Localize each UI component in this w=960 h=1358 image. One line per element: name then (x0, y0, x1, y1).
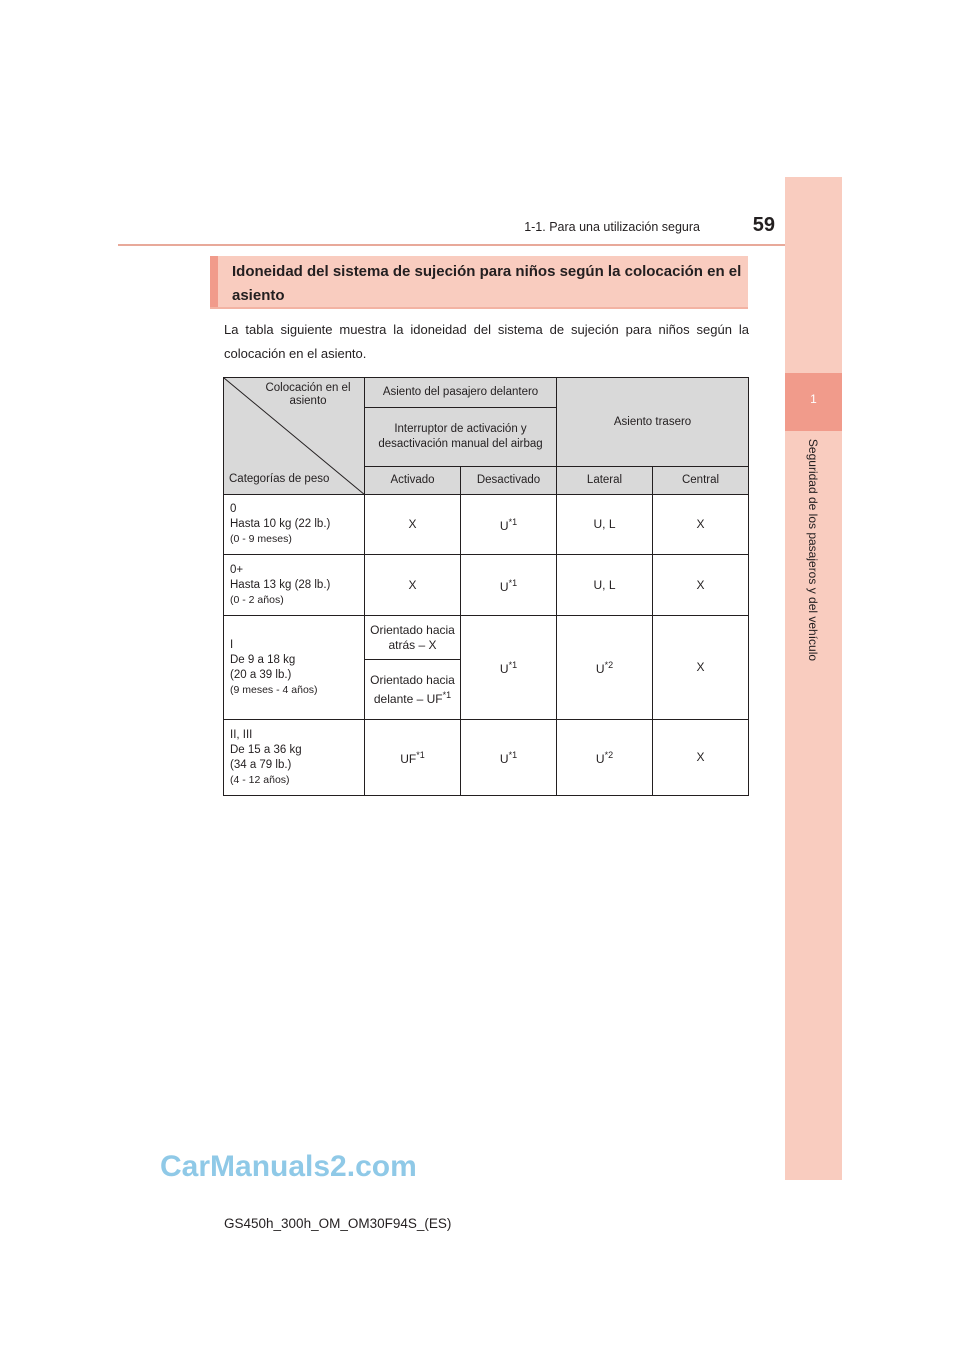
cell-lateral: $U^{*2}$ (557, 616, 653, 720)
table-row (224, 555, 749, 616)
chapter-number: 1 (810, 392, 817, 406)
cell-central: X (653, 555, 749, 616)
cell-central: X (653, 720, 749, 796)
weight-category-cell: 0 Hasta 10 kg (22 lb.) (0 - 9 meses) (224, 495, 365, 555)
weight-category-cell: 0+ Hasta 13 kg (28 lb.) (0 - 2 años) (224, 555, 365, 616)
weight-category-cell: I De 9 a 18 kg (20 a 39 lb.) (9 meses - 4 años) (224, 616, 365, 720)
cell-central: X (653, 616, 749, 720)
side-band (785, 177, 842, 1180)
corner-seat-position-label: Colocación en el asiento (265, 382, 351, 407)
cell-on: X (365, 555, 461, 616)
intro-paragraph: La tabla siguiente muestra la idoneidad del sistema de sujeción para niños según la colocación en el asiento. (224, 322, 749, 361)
column-lateral-header: Lateral (557, 467, 653, 495)
column-central-header: Central (653, 467, 749, 495)
rear-seat-header: Asiento trasero (557, 378, 749, 467)
table-row (224, 616, 749, 660)
header-rule (118, 244, 841, 246)
airbag-switch-header: Interruptor de activación y desactivación manual del airbag (365, 408, 557, 467)
page-number: 59 (752, 214, 775, 236)
table-row (224, 720, 749, 796)
footer-document-code: GS450h_300h_OM_OM30F94S_(ES) (224, 1216, 452, 1231)
suitability-table (223, 377, 749, 796)
column-off-header: Desactivado (461, 467, 557, 495)
chapter-side-label: Seguridad de los pasajeros y del vehículo (806, 438, 820, 662)
cell-off: $U^{*1}$ (461, 555, 557, 616)
front-seat-header: Asiento del pasajero delantero (365, 378, 557, 408)
corner-weight-category-label: Categorías de peso (229, 473, 330, 485)
cell-central: X (653, 495, 749, 555)
watermark: CarManuals2.com (160, 1150, 417, 1183)
cell-on: X (365, 495, 461, 555)
section-title: Idoneidad del sistema de sujeción para niños según la colocación en el asiento (232, 263, 742, 304)
cell-on-rear-facing: Orientado hacia atrás – X (365, 616, 461, 660)
cell-off: $U^{*1}$ (461, 616, 557, 720)
cell-lateral: $U^{*2}$ (557, 720, 653, 796)
table-corner-cell (224, 378, 365, 495)
cell-on-forward-facing: Orientado hacia delante – UF$^{*1}$ (365, 660, 461, 720)
cell-on: UF$^{*1}$ (365, 720, 461, 796)
section-heading (210, 256, 748, 308)
column-on-header: Activado (365, 467, 461, 495)
header-section-title: 1-1. Para una utilización segura (524, 220, 700, 234)
cell-lateral: U, L (557, 555, 653, 616)
cell-off: $U^{*1}$ (461, 720, 557, 796)
cell-lateral: U, L (557, 495, 653, 555)
weight-category-cell: II, III De 15 a 36 kg (34 a 79 lb.) (4 - 12 años) (224, 720, 365, 796)
section-heading-underline (210, 307, 748, 309)
cell-off: $U^{*1}$ (461, 495, 557, 555)
table-row (224, 495, 749, 555)
